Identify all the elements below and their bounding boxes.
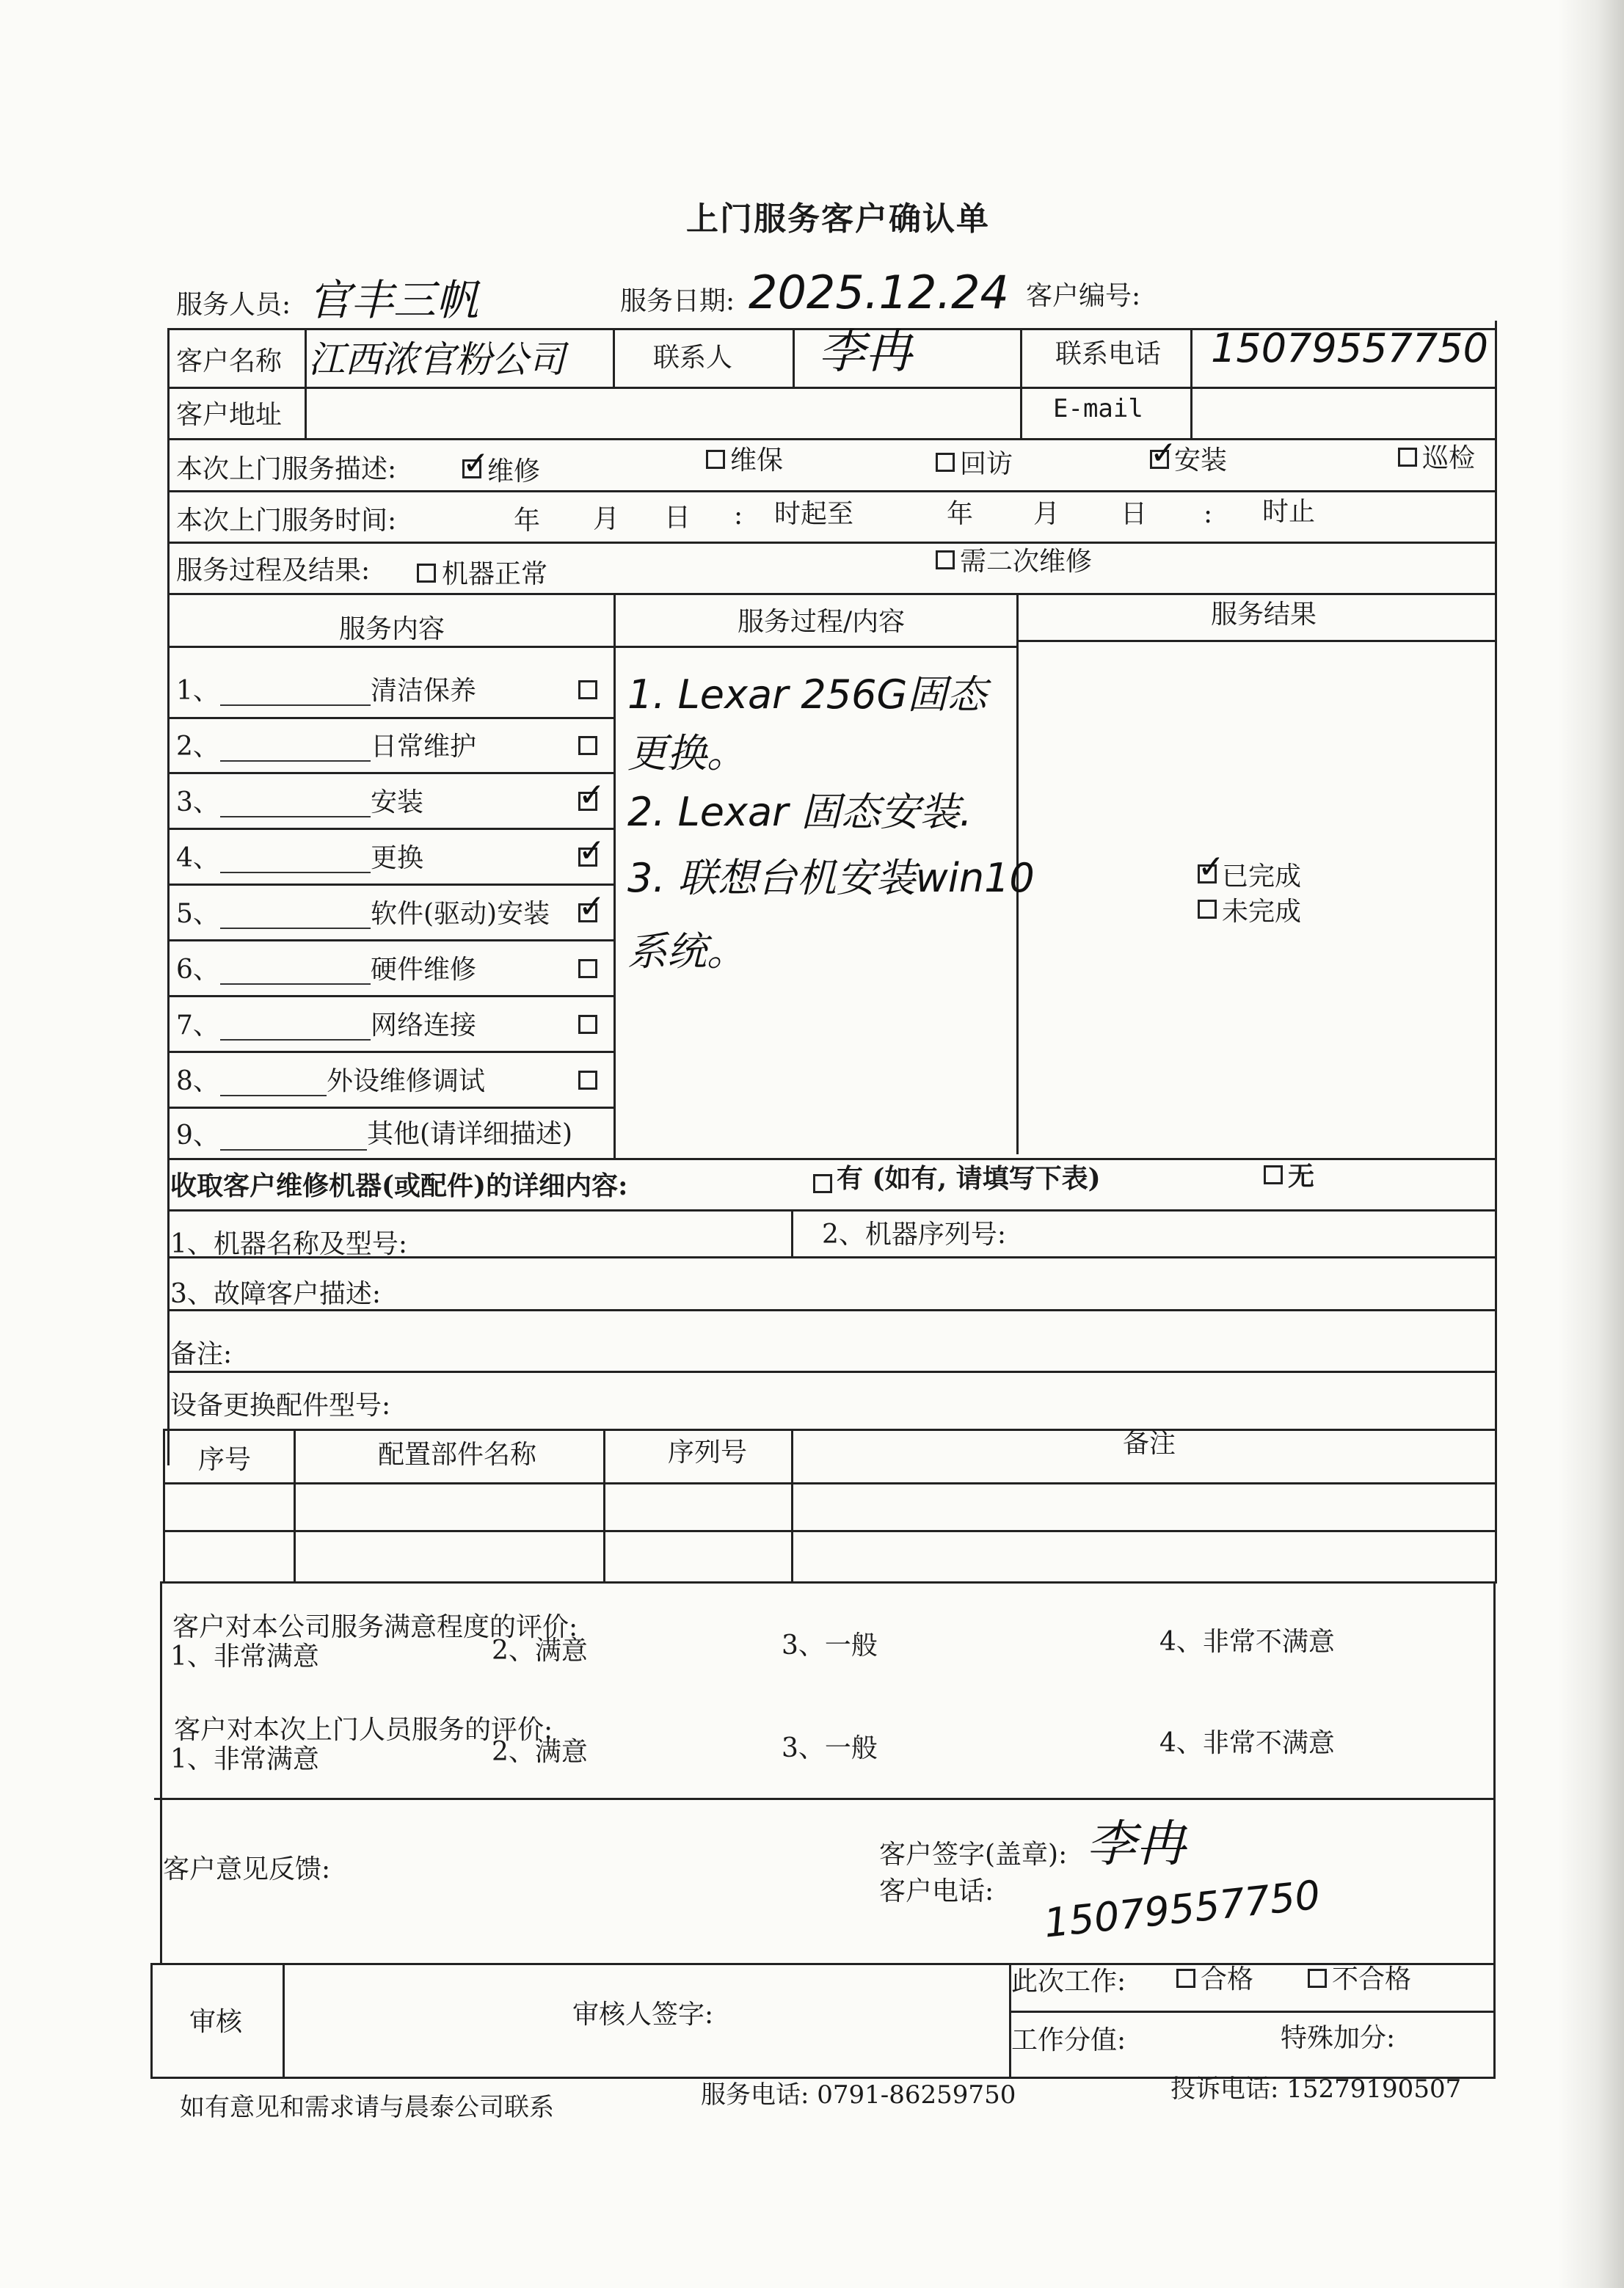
item-text: 硬件维修 (371, 955, 477, 985)
rating-company-opt3[interactable]: 3、一般 (782, 1631, 878, 1661)
item-text: 外设维修调试 (327, 1066, 486, 1096)
item-text: 网络连接 (371, 1010, 477, 1041)
work-pass-label: 合格 (1201, 1964, 1254, 1994)
row-line (167, 490, 1497, 492)
row-line (1019, 640, 1497, 642)
fill-blank (220, 760, 371, 762)
process-line-2: 更换。 (627, 730, 746, 776)
fill-blank (220, 1095, 327, 1096)
service-person-value: 官丰三帆 (308, 275, 479, 325)
phone-value: 15079557750 (1211, 325, 1488, 371)
frame-left (167, 328, 170, 1465)
row-line (154, 1798, 1496, 1800)
parts-col-name: 配置部件名称 (378, 1440, 537, 1470)
time-month-1: 月 (593, 504, 620, 534)
item-text: 清洁保养 (371, 676, 477, 706)
item-text: 日常维护 (371, 732, 477, 762)
contact-value: 李冉 (818, 325, 912, 379)
frame-right (1495, 321, 1497, 1465)
time-to: 时止 (1262, 497, 1316, 527)
col-line (283, 1963, 285, 2079)
item-text: 安装 (371, 787, 424, 817)
rating-staff-opt2[interactable]: 2、满意 (492, 1737, 588, 1767)
item-no: 1、 (176, 676, 219, 706)
result-done-label: 已完成 (1222, 861, 1302, 892)
customer-name-value: 江西浓官粉公司 (308, 338, 565, 381)
customer-phone-value: 15079557750 (1041, 1871, 1322, 1947)
row-line (160, 1581, 1497, 1584)
footer-service-phone: 服务电话: 0791-86259750 (701, 2080, 1016, 2110)
collect-yes-checkbox[interactable] (813, 1174, 832, 1193)
time-from: 时起至 (774, 499, 854, 529)
fill-blank (220, 1149, 367, 1151)
customer-sign-label: 客户签字(盖章): (879, 1840, 1068, 1870)
collect-yes-label: 有 (如有, 请填写下表) (837, 1163, 1101, 1194)
check-mark-icon: ✓ (578, 888, 605, 925)
check-mark-icon: ✓ (1150, 434, 1177, 472)
fill-blank (220, 983, 371, 985)
result-normal-checkbox[interactable] (417, 564, 436, 583)
rating-company-opt4[interactable]: 4、非常不满意 (1159, 1627, 1335, 1657)
col-line (791, 1209, 793, 1256)
row-line (167, 1256, 1497, 1258)
time-month-2: 月 (1033, 499, 1060, 529)
check-mark-icon: ✓ (462, 445, 489, 482)
option-inspect-label: 巡检 (1422, 443, 1476, 473)
check-mark-icon: ✓ (578, 776, 605, 814)
result-second-repair-checkbox[interactable] (936, 550, 955, 569)
collect-label: 收取客户维修机器(或配件)的详细内容: (170, 1170, 628, 1201)
item-checkbox[interactable] (578, 1015, 597, 1034)
email-label: E-mail (1053, 394, 1143, 423)
col-line (163, 1429, 165, 1583)
contact-label: 联系人 (653, 343, 733, 373)
rating-staff-opt1[interactable]: 1、非常满意 (170, 1744, 319, 1774)
result-undone-label: 未完成 (1222, 897, 1302, 927)
serial-label: 2、机器序列号: (822, 1220, 1007, 1250)
row-line (167, 1371, 1497, 1373)
auditor-sign-label: 审核人签字: (572, 2000, 714, 2030)
row-line (167, 1107, 613, 1109)
item-no: 5、 (176, 899, 219, 929)
item-no: 4、 (176, 843, 219, 873)
row-line (167, 593, 1497, 595)
parts-col-remark: 备注 (1123, 1429, 1176, 1459)
form-title: 上门服务客户确认单 (686, 200, 990, 238)
work-pass-checkbox[interactable] (1176, 1969, 1195, 1988)
row-line (167, 717, 613, 719)
service-desc-label: 本次上门服务描述: (176, 454, 397, 484)
item-no: 3、 (176, 787, 219, 817)
row-line (167, 646, 1019, 648)
time-colon-1: : (734, 500, 743, 531)
customer-no-label: 客户编号: (1026, 281, 1141, 311)
col-line (1495, 1429, 1497, 1583)
result-normal-label: 机器正常 (442, 559, 548, 589)
col-line (305, 328, 307, 438)
time-year-1: 年 (514, 506, 541, 536)
col-header-result: 服务结果 (1211, 600, 1317, 630)
customer-name-label: 客户名称 (176, 346, 283, 376)
time-colon-2: : (1204, 499, 1213, 529)
time-year-2: 年 (947, 499, 974, 529)
fill-blank (220, 816, 371, 817)
rating-staff-opt4[interactable]: 4、非常不满意 (1159, 1728, 1335, 1758)
process-line-4: 3. 联想台机安装win10 (627, 855, 1035, 901)
row-line (167, 542, 1497, 544)
service-time-label: 本次上门服务时间: (176, 506, 397, 536)
process-line-1: 1. Lexar 256G固态 (627, 671, 987, 718)
rating-staff-label: 客户对本次上门人员服务的评价: (174, 1715, 553, 1745)
collect-no-label: 无 (1288, 1161, 1315, 1192)
parts-col-serial: 序列号 (668, 1438, 748, 1468)
remark-label: 备注: (170, 1339, 233, 1369)
row-line (163, 1429, 1497, 1431)
row-line (167, 438, 1497, 440)
parts-label: 设备更换配件型号: (170, 1391, 391, 1421)
collect-no-checkbox[interactable] (1264, 1165, 1283, 1184)
service-person-label: 服务人员: (176, 290, 291, 320)
row-line (163, 1482, 1497, 1484)
col-line (613, 593, 616, 1158)
footer-complaint-phone: 投诉电话: 15279190507 (1170, 2074, 1462, 2104)
customer-sign-value: 李冉 (1086, 1815, 1187, 1873)
fault-label: 3、故障客户描述: (170, 1279, 382, 1309)
col-header-service-content: 服务内容 (339, 614, 445, 644)
col-line (294, 1429, 296, 1583)
item-checkbox[interactable] (578, 959, 597, 978)
address-label: 客户地址 (176, 400, 283, 430)
option-maintain-checkbox[interactable] (706, 450, 725, 469)
machine-name-label: 1、机器名称及型号: (170, 1229, 408, 1259)
row-line (167, 1051, 613, 1053)
check-mark-icon: ✓ (578, 832, 605, 870)
col-line (793, 328, 795, 387)
row-line (167, 387, 1497, 389)
row-line (167, 995, 613, 997)
row-line (167, 772, 613, 774)
customer-phone-label: 客户电话: (879, 1876, 994, 1906)
process-line-5: 系统。 (627, 928, 746, 974)
item-no: 8、 (176, 1066, 219, 1096)
frame-right (1493, 1581, 1496, 1963)
parts-col-no: 序号 (198, 1445, 252, 1475)
phone-label: 联系电话 (1055, 339, 1162, 369)
row-line (167, 1309, 1497, 1311)
bonus-label: 特殊加分: (1281, 2023, 1396, 2053)
row-line (167, 883, 613, 886)
row-line (1009, 2011, 1495, 2013)
option-repair-label: 维修 (487, 456, 541, 487)
check-mark-icon: ✓ (1198, 848, 1225, 886)
item-text: 更换 (371, 843, 424, 873)
fill-blank (220, 928, 371, 929)
option-revisit-checkbox[interactable] (936, 453, 955, 472)
time-day-1: 日 (664, 503, 691, 533)
result-second-repair-label: 需二次维修 (960, 547, 1093, 577)
col-line (1493, 1963, 1496, 2079)
fill-blank (220, 872, 371, 873)
service-date-value: 2025.12.24 (749, 266, 1009, 319)
work-label: 此次工作: (1011, 1967, 1126, 1997)
col-line (791, 1429, 793, 1583)
item-no: 9、 (176, 1121, 219, 1151)
service-date-label: 服务日期: (620, 286, 735, 316)
score-label: 工作分值: (1011, 2025, 1126, 2055)
process-line-3: 2. Lexar 固态安装. (627, 789, 972, 835)
item-checkbox[interactable] (578, 1071, 597, 1090)
option-maintain-label: 维保 (730, 445, 784, 476)
rating-company-opt1[interactable]: 1、非常满意 (170, 1642, 319, 1672)
item-no: 7、 (176, 1010, 219, 1041)
option-inspect-checkbox[interactable] (1398, 448, 1417, 467)
audit-label: 审核 (189, 2007, 243, 2037)
row-line (150, 1963, 1495, 1965)
row-line (167, 1209, 1497, 1212)
work-fail-checkbox[interactable] (1308, 1969, 1327, 1988)
col-line (150, 1963, 153, 2079)
option-revisit-label: 回访 (960, 449, 1013, 479)
rating-company-opt2[interactable]: 2、满意 (492, 1636, 588, 1666)
item-text: 软件(驱动)安装 (371, 899, 550, 929)
item-text: 其他(请详细描述) (367, 1119, 573, 1149)
result-label: 服务过程及结果: (176, 555, 371, 586)
footer-contact: 如有意见和需求请与晨泰公司联系 (180, 2093, 554, 2122)
col-header-process: 服务过程/内容 (738, 607, 906, 637)
fill-blank (220, 704, 371, 706)
col-line (603, 1429, 605, 1583)
item-checkbox[interactable] (578, 680, 597, 699)
col-line (1020, 328, 1022, 438)
col-line (613, 328, 615, 387)
rating-staff-opt3[interactable]: 3、一般 (782, 1733, 878, 1763)
row-line (167, 1158, 1497, 1160)
result-undone-checkbox[interactable] (1198, 900, 1217, 919)
option-install-label: 安装 (1174, 445, 1228, 476)
work-fail-label: 不合格 (1332, 1964, 1412, 1994)
feedback-label: 客户意见反馈: (163, 1854, 331, 1884)
fill-blank (220, 1039, 371, 1041)
page-edge-shadow (1558, 0, 1624, 2288)
col-line (1190, 328, 1192, 438)
frame-left (160, 1581, 162, 1963)
row-line (167, 828, 613, 830)
time-day-2: 日 (1121, 499, 1148, 529)
item-no: 6、 (176, 955, 219, 985)
row-line (167, 939, 613, 941)
item-checkbox[interactable] (578, 736, 597, 755)
row-line (163, 1530, 1497, 1532)
item-no: 2、 (176, 732, 219, 762)
rating-company-label: 客户对本公司服务满意程度的评价: (172, 1612, 578, 1642)
